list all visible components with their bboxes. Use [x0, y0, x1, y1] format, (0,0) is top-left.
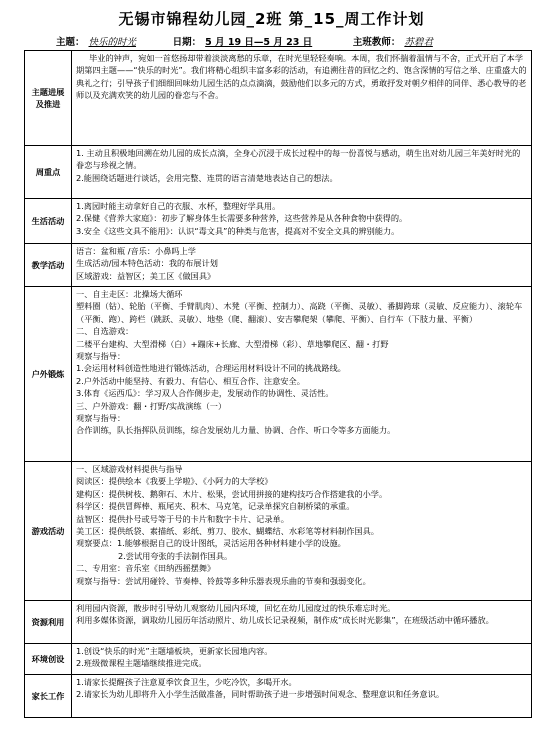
date-label: 日期： — [172, 37, 202, 48]
row-focus — [25, 146, 532, 199]
row-label: 游戏活动 — [25, 462, 72, 601]
environment-content — [72, 644, 532, 675]
life-line: 2.保健《营养大家庭》：初步了解身体生长需要多种营养，这些营养是从各种食物中获得的。 — [76, 213, 408, 224]
life-line: 1.离园时能主动拿好自己的衣服、水杯，整理好学具用。 — [76, 201, 281, 211]
plan-meta — [56, 34, 536, 48]
row-label: 环境创设 — [25, 644, 72, 675]
outdoor-line: 观察与指导： — [76, 413, 126, 424]
focus-line: 1. 主动且积极地回溯在幼儿园的成长点滴，全身心沉浸于成长过程中的每一份喜悦与感动，萌生出对幼儿园三年美好时光的眷恋与珍视之情。 — [76, 148, 521, 171]
row-play — [25, 462, 532, 601]
life-content — [72, 199, 532, 244]
row-label: 教学活动 — [25, 244, 72, 287]
row-label: 周重点 — [25, 146, 72, 199]
teacher-value: 苏碧君 — [404, 37, 433, 48]
row-theme-progress — [25, 51, 532, 146]
teaching-line: 语言：盆和瓶 /音乐：小鼻吗上学 — [76, 246, 196, 256]
teacher-label: 主班教师： — [352, 37, 401, 48]
play-line: 二、专用室：音乐室《田纳西摇摆舞》 — [76, 563, 216, 574]
environment-line: 2.班级微课程主题墙继续推进完成。 — [76, 658, 207, 669]
date-value: 5 月 19 日—5 月 23 日 — [205, 37, 313, 48]
outdoor-line: 合作训练，队长指挥队员训练，综合发展幼儿力量、协调、合作、听口令等多方面能力。 — [76, 425, 396, 436]
row-family — [25, 675, 532, 718]
row-outdoor — [25, 287, 532, 462]
play-line: 观察要点：1.能够根据自己的设计图纸，灵活运用各种材料建小学的设施。 — [76, 538, 346, 549]
environment-line: 1.创设“快乐的时光”主题墙板块，更新家长园地内容。 — [76, 646, 273, 656]
outdoor-line: 观察与指导： — [76, 351, 126, 362]
life-line: 3.安全《这些文具不能用》：认识“毒文具”的种类与危害，提高对不安全文具的辨别能力。 — [76, 225, 400, 236]
outdoor-line: 2.户外活动中能坚持、有毅力、有信心、相互合作、注意安全。 — [76, 375, 305, 386]
focus-content — [72, 146, 532, 199]
family-line: 2.请家长为幼儿即将升入小学生活做准备，同时帮助孩子进一步增强时间观念、整理意识和任务意识。 — [76, 689, 445, 700]
row-environment — [25, 644, 532, 675]
focus-line: 2.能围绕话题进行谈话，会用完整、连贯的语言清楚地表达自己的想法。 — [76, 172, 338, 183]
play-line: 科学区：提供冒辉棒、瓶尾夹、积木、马克笔，记录单探究自制桥梁的承重。 — [76, 501, 355, 512]
outdoor-line: 二楼平台建构、大型滑梯（白）+蹦床+长廊、大型滑梯（彩）、草地攀爬区、翻・打野 — [76, 338, 389, 349]
row-resources — [25, 601, 532, 644]
theme-progress-text: 毕业的钟声，宛如一首悠扬却带着淡淡离愁的乐章，在时光里轻轻奏响。本周，我们怀揣着温情与不舍，正式开启了本学期第四主题——“快乐的时光”。我们将精心组织丰富多彩的活动，有追溯往昔的回忆之约、饱含深情的写信之举、庄重盛大的典礼之行；引导孩子们细细回味幼儿园生活的点点滴滴，鼓励他们以多元的方式，勇敢抒发对朝夕相伴的同伴、悉心教导的老师以及充满欢笑的幼儿园的眷恋与不舍。 — [72, 51, 532, 146]
row-teaching — [25, 244, 532, 287]
play-line: 阅读区：提供绘本《我要上学啦》、《小阿力的大学校》 — [76, 476, 273, 487]
family-line: 1.请家长提醒孩子注意夏季饮食卫生，少吃冷饮，多喝开水。 — [76, 677, 297, 687]
play-line: 益智区：提供扑号或号等于号的卡片和数字卡片、记录单。 — [76, 513, 289, 524]
play-line: 美工区：提供纸袋、素描纸、彩纸、剪刀、胶水、蝴蝶结、水彩笔等材料制作国具。 — [76, 526, 379, 537]
outdoor-line: 3.体育《运西瓜》：学习双人合作侧步走，发展动作的协调性、灵活性。 — [76, 388, 334, 399]
teaching-content — [72, 244, 532, 287]
theme-label: 主题： — [56, 37, 85, 48]
resources-line: 利用园内资源，散步时引导幼儿观察幼儿园内环境，回忆在幼儿园度过的快乐难忘时光。 — [76, 603, 396, 613]
outdoor-line: 二、自选游戏： — [76, 326, 134, 337]
teaching-line: 区域游戏：益智区；美工区《做国具》 — [76, 270, 216, 281]
row-life — [25, 199, 532, 244]
theme-value: 快乐的时光 — [88, 37, 137, 48]
row-label: 主题进展及推进 — [25, 51, 72, 146]
teaching-line: 生成活动/园本特色活动：我的布展计划 — [76, 258, 218, 269]
row-label: 户外锻炼 — [25, 287, 72, 462]
resources-content — [72, 601, 532, 644]
play-content — [72, 462, 532, 601]
play-line: 一、区域游戏材料提供与指导 — [76, 464, 183, 474]
outdoor-line: 1.会运用材料创造性地进行锻炼活动，合理运用材料设计不同的挑战路线。 — [76, 363, 346, 374]
outdoor-line: 塑料圈（钻）、轮胎（平衡、手臂肌肉）、木凳（平衡、控制力）、高跷（平衡、灵敏）、番脚跨球（灵敏、反应能力）、滚轮车（平衡、跑）、跨栏（跳跃、灵敏）、地垫（爬、翻滚）、安吉攀爬架（攀爬、平衡）、自行车（下肢力量、平衡） — [76, 301, 523, 324]
play-line: 2.尝试用夸张的手法制作国具。 — [118, 550, 233, 561]
play-line: 观察与指导：尝试用碰铃、节奏棒、铃鼓等多种乐器表现乐曲的节奏和强弱变化。 — [76, 575, 371, 586]
outdoor-content — [72, 287, 532, 462]
resources-line: 利用多媒体资源，调取幼儿园历年活动照片、幼儿成长记录视频，制作成“成长时光影集”，在班级活动中循环播放。 — [76, 615, 494, 626]
play-line: 建构区：提供树枝、鹅卵石、木片、松果，尝试用拼接的建构技巧合作搭建我的小学。 — [76, 488, 388, 499]
outdoor-line: 一、自主走区：北操场大循环 — [76, 289, 183, 299]
family-content — [72, 675, 532, 718]
row-label: 生活活动 — [25, 199, 72, 244]
page-title: 无锡市锦程幼儿园_2班 第_15_周工作计划 — [118, 10, 425, 28]
outdoor-line: 三、户外游戏：翻・打野/实战演练（一） — [76, 400, 227, 411]
row-label: 家长工作 — [25, 675, 72, 718]
plan-table — [24, 50, 532, 718]
row-label: 资源利用 — [25, 601, 72, 644]
